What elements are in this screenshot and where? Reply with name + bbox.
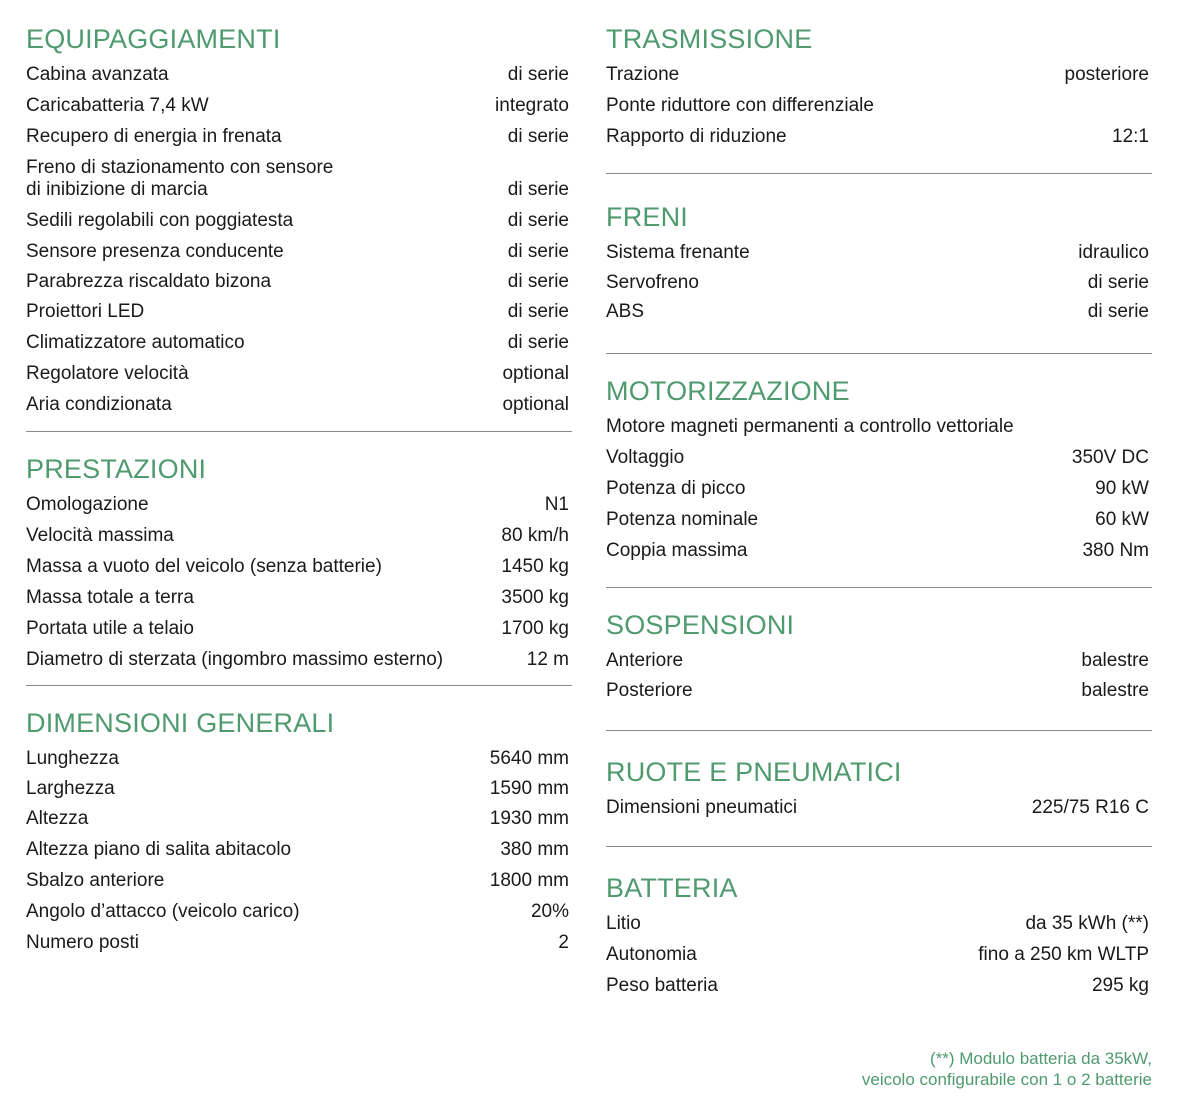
spec-value: 380 mm xyxy=(500,839,569,860)
section-divider xyxy=(606,353,1152,354)
spec-value: optional xyxy=(502,363,569,384)
footnote-line: (**) Modulo batteria da 35kW, xyxy=(929,1049,1152,1068)
spec-row xyxy=(606,505,1152,536)
spec-value: di serie xyxy=(507,210,569,231)
spec-row xyxy=(606,646,1152,677)
spec-row xyxy=(606,909,1152,940)
section-prestazioni xyxy=(26,452,572,676)
spec-value: 1930 mm xyxy=(489,808,569,829)
spec-value: 380 Nm xyxy=(1082,540,1149,561)
spec-label: Omologazione xyxy=(26,494,149,515)
spec-label: Lunghezza xyxy=(26,748,119,769)
spec-label-line: Freno di stazionamento con sensore xyxy=(26,157,334,178)
spec-label: Massa a vuoto del veicolo (senza batterie) xyxy=(26,556,382,577)
section-divider xyxy=(606,587,1152,588)
spec-label: Massa totale a terra xyxy=(26,587,194,608)
spec-label: Angolo d’attacco (veicolo carico) xyxy=(26,901,300,922)
spec-value: 1800 mm xyxy=(489,870,569,891)
spec-value: N1 xyxy=(544,494,569,515)
spec-row xyxy=(26,928,572,959)
section-title-equipaggiamenti: EQUIPAGGIAMENTI xyxy=(26,24,281,54)
spec-row xyxy=(26,297,572,328)
spec-row xyxy=(606,238,1152,269)
spec-row xyxy=(26,775,572,804)
section-dimensioni-generali xyxy=(26,706,572,959)
spec-value: di serie xyxy=(507,301,569,322)
spec-value: di serie xyxy=(1087,301,1149,322)
section-ruote-pneumatici xyxy=(606,755,1152,824)
section-title-dimensioni: DIMENSIONI GENERALI xyxy=(26,708,335,738)
spec-value: fino a 250 km WLTP xyxy=(978,944,1149,965)
section-title-prestazioni: PRESTAZIONI xyxy=(26,454,207,484)
spec-value: di serie xyxy=(507,241,569,262)
spec-value: da 35 kWh (**) xyxy=(1025,913,1149,934)
spec-label: Voltaggio xyxy=(606,447,685,468)
spec-value: 2 xyxy=(558,932,569,953)
spec-value: posteriore xyxy=(1064,64,1149,85)
footnote xyxy=(862,1048,1152,1090)
spec-value: balestre xyxy=(1081,650,1149,671)
spec-label: Sistema frenante xyxy=(606,242,750,263)
spec-label: Sbalzo anteriore xyxy=(26,870,165,891)
spec-row xyxy=(26,645,572,676)
spec-label: Sedili regolabili con poggiatesta xyxy=(26,210,294,231)
spec-row xyxy=(26,60,572,91)
spec-label: Regolatore velocità xyxy=(26,363,189,384)
spec-label: Climatizzatore automatico xyxy=(26,332,245,353)
section-title-ruote: RUOTE E PNEUMATICI xyxy=(606,757,902,787)
spec-value: optional xyxy=(502,394,569,415)
spec-row xyxy=(26,490,572,521)
section-title-trasmissione: TRASMISSIONE xyxy=(606,24,813,54)
section-title-batteria: BATTERIA xyxy=(606,873,738,903)
spec-label: Coppia massima xyxy=(606,540,748,561)
spec-row xyxy=(606,412,1152,443)
spec-label: Altezza xyxy=(26,808,89,829)
section-equipaggiamenti xyxy=(26,22,572,421)
spec-label: Posteriore xyxy=(606,680,693,701)
spec-value: 60 kW xyxy=(1095,509,1149,530)
section-title-motorizzazione: MOTORIZZAZIONE xyxy=(606,376,850,406)
spec-row xyxy=(606,443,1152,474)
spec-label: Velocità massima xyxy=(26,525,174,546)
spec-row xyxy=(606,793,1152,824)
spec-value: 3500 kg xyxy=(501,587,569,608)
spec-row xyxy=(26,206,572,237)
spec-label: Anteriore xyxy=(606,650,684,671)
spec-row xyxy=(26,390,572,421)
spec-value: 12 m xyxy=(526,649,569,670)
spec-row xyxy=(26,744,572,775)
spec-value: di serie xyxy=(507,332,569,353)
spec-label: Parabrezza riscaldato bizona xyxy=(26,271,272,292)
spec-row xyxy=(606,298,1152,327)
section-trasmissione xyxy=(606,22,1152,153)
spec-label: Litio xyxy=(606,913,641,934)
spec-row xyxy=(26,268,572,297)
spec-label: Dimensioni pneumatici xyxy=(606,797,798,818)
spec-row xyxy=(26,122,572,153)
spec-label: Aria condizionata xyxy=(26,394,172,415)
spec-row xyxy=(26,804,572,835)
right-column xyxy=(606,22,1152,1002)
left-column xyxy=(26,22,572,959)
spec-label: Sensore presenza conducente xyxy=(26,241,284,262)
spec-row xyxy=(606,971,1152,1002)
spec-label: Rapporto di riduzione xyxy=(606,126,787,147)
spec-row xyxy=(26,153,572,206)
spec-label: Ponte riduttore con differenziale xyxy=(606,95,874,116)
spec-value: 225/75 R16 C xyxy=(1031,797,1149,818)
spec-row xyxy=(606,677,1152,706)
spec-label: Trazione xyxy=(606,64,680,85)
spec-label: Potenza di picco xyxy=(606,478,746,499)
spec-label: Recupero di energia in frenata xyxy=(26,126,282,147)
spec-label: Potenza nominale xyxy=(606,509,759,530)
section-sospensioni xyxy=(606,608,1152,706)
spec-value: 12:1 xyxy=(1112,126,1149,147)
spec-label: Peso batteria xyxy=(606,975,718,996)
spec-label: Motore magneti permanenti a controllo vettoriale xyxy=(606,416,1014,437)
section-freni xyxy=(606,200,1152,327)
spec-value: 5640 mm xyxy=(489,748,569,769)
footnote-line: veicolo configurabile con 1 o 2 batterie xyxy=(861,1070,1152,1089)
spec-label: Altezza piano di salita abitacolo xyxy=(26,839,292,860)
spec-row xyxy=(606,940,1152,971)
spec-label: Servofreno xyxy=(606,272,699,293)
spec-label: Cabina avanzata xyxy=(26,64,169,85)
spec-label: Numero posti xyxy=(26,932,139,953)
spec-label: Diametro di sterzata (ingombro massimo esterno) xyxy=(26,649,444,670)
spec-value: 80 km/h xyxy=(501,525,569,546)
spec-value: 1590 mm xyxy=(489,778,569,799)
spec-row xyxy=(26,237,572,268)
section-divider xyxy=(26,685,572,686)
spec-value: 295 kg xyxy=(1091,975,1149,996)
section-divider xyxy=(606,173,1152,174)
spec-value: 1700 kg xyxy=(501,618,569,639)
spec-row xyxy=(606,91,1152,122)
spec-row xyxy=(26,521,572,552)
section-title-sospensioni: SOSPENSIONI xyxy=(606,610,795,640)
spec-row xyxy=(26,359,572,390)
spec-row xyxy=(606,536,1152,567)
spec-row xyxy=(606,269,1152,298)
section-title-freni: FRENI xyxy=(606,202,688,232)
section-batteria xyxy=(606,871,1152,1002)
spec-row xyxy=(606,474,1152,505)
section-divider xyxy=(606,846,1152,847)
spec-row xyxy=(606,60,1152,91)
section-divider xyxy=(26,431,572,432)
spec-value: integrato xyxy=(495,95,569,116)
spec-value: 1450 kg xyxy=(501,556,569,577)
spec-value: di serie xyxy=(507,179,569,200)
spec-row xyxy=(26,328,572,359)
section-motorizzazione xyxy=(606,374,1152,567)
spec-value: balestre xyxy=(1081,680,1149,701)
spec-value: di serie xyxy=(1087,272,1149,293)
spec-row xyxy=(26,835,572,866)
spec-value: di serie xyxy=(507,64,569,85)
spec-label xyxy=(26,157,508,201)
spec-value: idraulico xyxy=(1078,242,1149,263)
spec-value: di serie xyxy=(507,126,569,147)
spec-label-line: di inibizione di marcia xyxy=(26,179,208,200)
spec-row xyxy=(26,91,572,122)
spec-label: Autonomia xyxy=(606,944,697,965)
spec-row xyxy=(26,552,572,583)
spec-label: Larghezza xyxy=(26,778,115,799)
spec-value: di serie xyxy=(507,271,569,292)
spec-row xyxy=(26,866,572,897)
section-divider xyxy=(606,730,1152,731)
spec-row xyxy=(26,583,572,614)
spec-value: 90 kW xyxy=(1095,478,1149,499)
spec-row xyxy=(606,122,1152,153)
spec-row xyxy=(26,614,572,645)
spec-row xyxy=(26,897,572,928)
spec-label: Caricabatteria 7,4 kW xyxy=(26,95,209,116)
spec-label: Proiettori LED xyxy=(26,301,145,322)
spec-label: ABS xyxy=(606,301,645,322)
spec-label: Portata utile a telaio xyxy=(26,618,194,639)
spec-value: 20% xyxy=(530,901,569,922)
spec-value: 350V DC xyxy=(1071,447,1149,468)
